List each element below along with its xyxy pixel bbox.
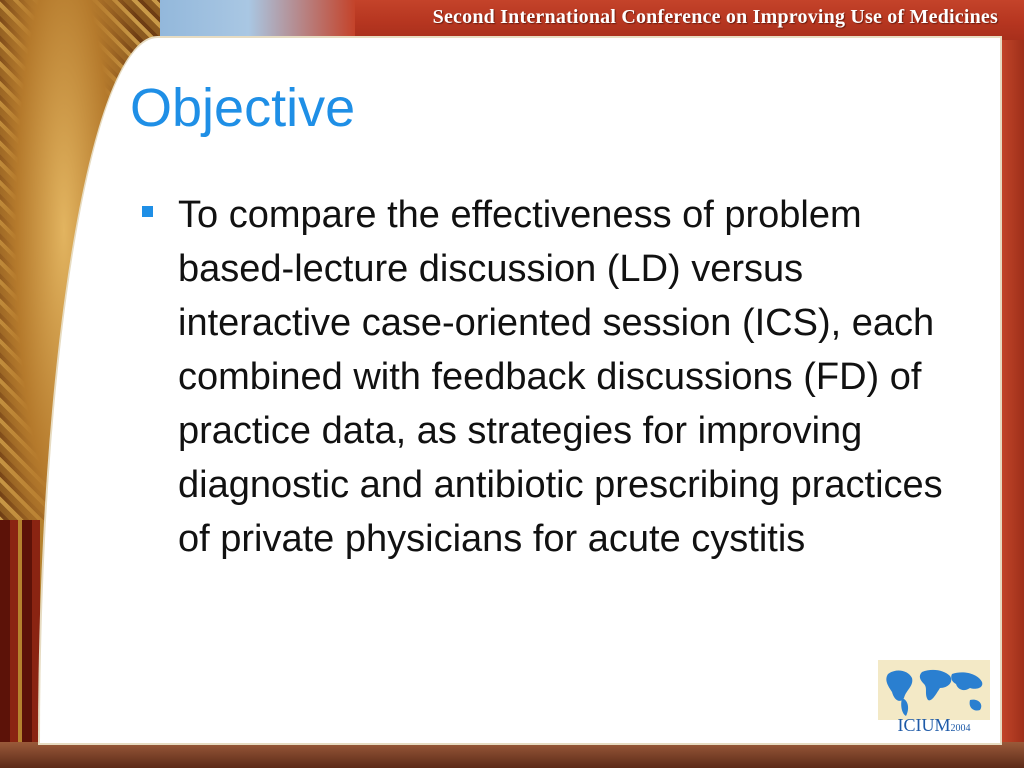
world-map-icon (878, 660, 990, 720)
bullet-text: To compare the effectiveness of problem based-lecture discussion (LD) versus interactive case-oriented session (ICS), each combined with feedback discussions (FD) of practice data, as strategies for improving diagnostic and antibiotic prescribing practices of private physicians for acute cystitis (178, 194, 943, 560)
conference-title: Second International Conference on Improving Use of Medicines (432, 6, 998, 28)
logo-name: ICIUM (897, 715, 951, 735)
slide-title: Objective (130, 78, 356, 138)
bottom-border (0, 742, 1024, 768)
right-border (1000, 40, 1024, 742)
logo-wordmark (878, 715, 990, 736)
logo-year: 2004 (950, 723, 971, 734)
square-bullet-icon (142, 206, 153, 217)
icium-logo (878, 660, 990, 738)
